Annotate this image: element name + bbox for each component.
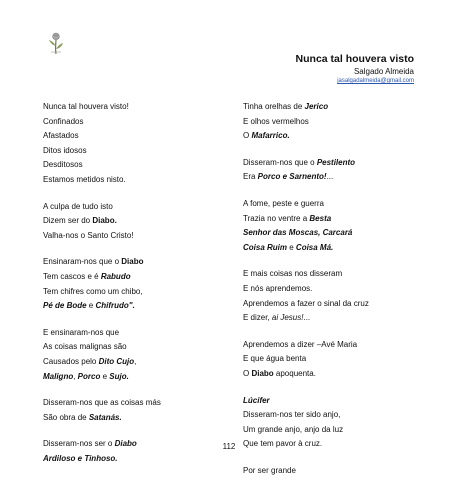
verse-segment: Dito Cujo [98,356,135,366]
verse-line [243,129,438,144]
verse-segment: Sujo. [109,371,129,381]
verse-segment: Diabo [114,439,137,449]
verse-line [243,394,438,409]
verse-segment: ai Jesus! [271,313,304,323]
verse-line [43,299,218,314]
stanza [243,267,438,325]
verse-segment: Lúcifer [243,395,270,405]
verse-line [43,129,218,144]
poem-right-column [243,100,438,490]
verse-line [43,144,218,159]
poem-left-column [43,100,218,478]
stanza [43,255,218,313]
poem-header [296,53,414,84]
verse-segment: Trazia no ventre a [243,213,310,223]
verse-line [243,241,438,256]
stanza [243,338,438,382]
verse-line [243,156,438,171]
verse-line [243,226,438,241]
verse-segment: , [73,371,78,381]
verse-segment: Aprendemos a dizer –Avé Maria [243,339,358,349]
verse-line [43,158,218,173]
verse-line [243,115,438,130]
verse-segment: São obra de [43,412,89,422]
verse-segment: apoquenta. [273,368,316,378]
verse-line [43,115,218,130]
verse-segment: O [243,368,252,378]
verse-segment: Estamos metidos nisto. [43,174,126,184]
verse-segment: Valha-nos o Santo Cristo! [43,230,134,240]
verse-segment: E ensinaram-nos que [43,327,120,337]
verse-segment: Que tem pavor à cruz. [243,439,323,449]
verse-segment: Besta [309,213,332,223]
stanza [43,326,218,384]
verse-segment: ... [326,172,334,182]
verse-segment: E nós aprendemos. [243,283,313,293]
verse-segment: Desditosos [43,160,83,170]
verse-line [43,370,218,385]
verse-segment: As coisas malignas são [43,342,127,352]
stanza [43,100,218,188]
poem-title: Nunca tal houvera visto [295,53,414,65]
verse-segment: Ensinaram-nos que o [43,257,122,267]
verse-segment: e [86,301,96,311]
verse-line [43,396,218,411]
verse-segment: Disseram-nos ser o [43,439,115,449]
verse-segment: Por ser grande [243,465,296,475]
verse-line [43,411,218,426]
verse-segment: Mafarrico. [251,131,290,141]
verse-segment: E olhos vermelhos [243,116,309,126]
verse-segment: E mais coisas nos disseram [243,269,343,279]
stanza [243,100,438,144]
author-email-link[interactable]: jasalgadalmeida@gmail.com [337,78,414,84]
verse-segment: Ditos idosos [43,145,87,155]
stanza [243,197,438,255]
verse-segment: E que água benta [243,354,307,364]
drawn-rose-icon [44,30,68,56]
verse-line [43,340,218,355]
verse-line [43,270,218,285]
verse-segment: e [287,242,296,252]
verse-segment: Coisa Má. [295,242,334,252]
verse-line [243,267,438,282]
verse-segment: Confinados [43,116,84,126]
verse-segment: Era [243,172,258,182]
verse-segment: Coisa Ruim [243,242,288,252]
verse-line [243,212,438,227]
verse-line [43,326,218,341]
verse-segment: Diabo [121,257,144,267]
verse-line [43,452,218,467]
verse-line [243,464,438,479]
verse-segment: E dizer, [243,313,272,323]
stanza [243,464,438,479]
verse-line [43,200,218,215]
verse-line [43,100,218,115]
page-number: 112 [222,442,236,451]
verse-line [43,214,218,229]
verse-segment: Diabo. [92,216,117,226]
verse-segment: Chifrudo". [95,301,135,311]
verse-line [243,297,438,312]
verse-segment: Afastados [43,131,79,141]
verse-segment: A culpa de tudo isto [43,201,113,211]
verse-segment: , [134,356,137,366]
verse-segment: Ardiloso e Tinhoso. [43,453,118,463]
verse-line [43,255,218,270]
verse-segment: e [100,371,110,381]
verse-segment: Disseram-nos que as coisas más [43,398,161,408]
verse-line [243,423,438,438]
verse-segment: Tem chifres como um chibo, [43,286,143,296]
verse-line [243,282,438,297]
verse-segment: Um grande anjo, anjo da luz [243,424,344,434]
verse-segment: Tinha orelhas de [243,102,305,111]
verse-line [43,285,218,300]
stanza [243,156,438,185]
verse-segment: Pestilento [316,157,356,167]
verse-segment: Maligno [43,371,74,381]
verse-segment: Diabo [251,368,274,378]
verse-segment: Rabudo [100,271,131,281]
verse-segment: Causados pelo [43,356,99,366]
verse-segment: O [243,131,252,141]
verse-line [243,197,438,212]
verse-segment: ... [303,313,311,323]
verse-line [243,367,438,382]
verse-line [243,352,438,367]
verse-segment: Porco [77,371,101,381]
stanza [43,200,218,244]
verse-segment: Pé de Bode [43,301,87,311]
stanza [43,396,218,425]
verse-segment: Disseram-nos ter sido anjo, [243,410,341,420]
verse-segment: Disseram-nos que o [243,157,317,167]
verse-line [243,100,438,115]
verse-line [243,311,438,326]
verse-line [43,355,218,370]
verse-line [243,170,438,185]
author-name: Salgado Almeida [353,67,414,76]
verse-segment: A fome, peste e guerra [243,198,324,208]
verse-segment: Nunca tal houvera visto! [43,102,129,111]
verse-line [243,338,438,353]
verse-segment: Senhor das Moscas, Carcará [243,228,353,238]
verse-segment: Dizem ser do [43,216,93,226]
verse-segment: Tem cascos e é [43,271,101,281]
verse-segment: Porco e Sarnento! [257,172,327,182]
verse-segment: Jerico [304,102,329,111]
verse-line [43,173,218,188]
verse-segment: Aprendemos a fazer o sinal da cruz [243,298,369,308]
verse-line [243,408,438,423]
verse-line [43,229,218,244]
verse-segment: Satanás. [88,412,122,422]
